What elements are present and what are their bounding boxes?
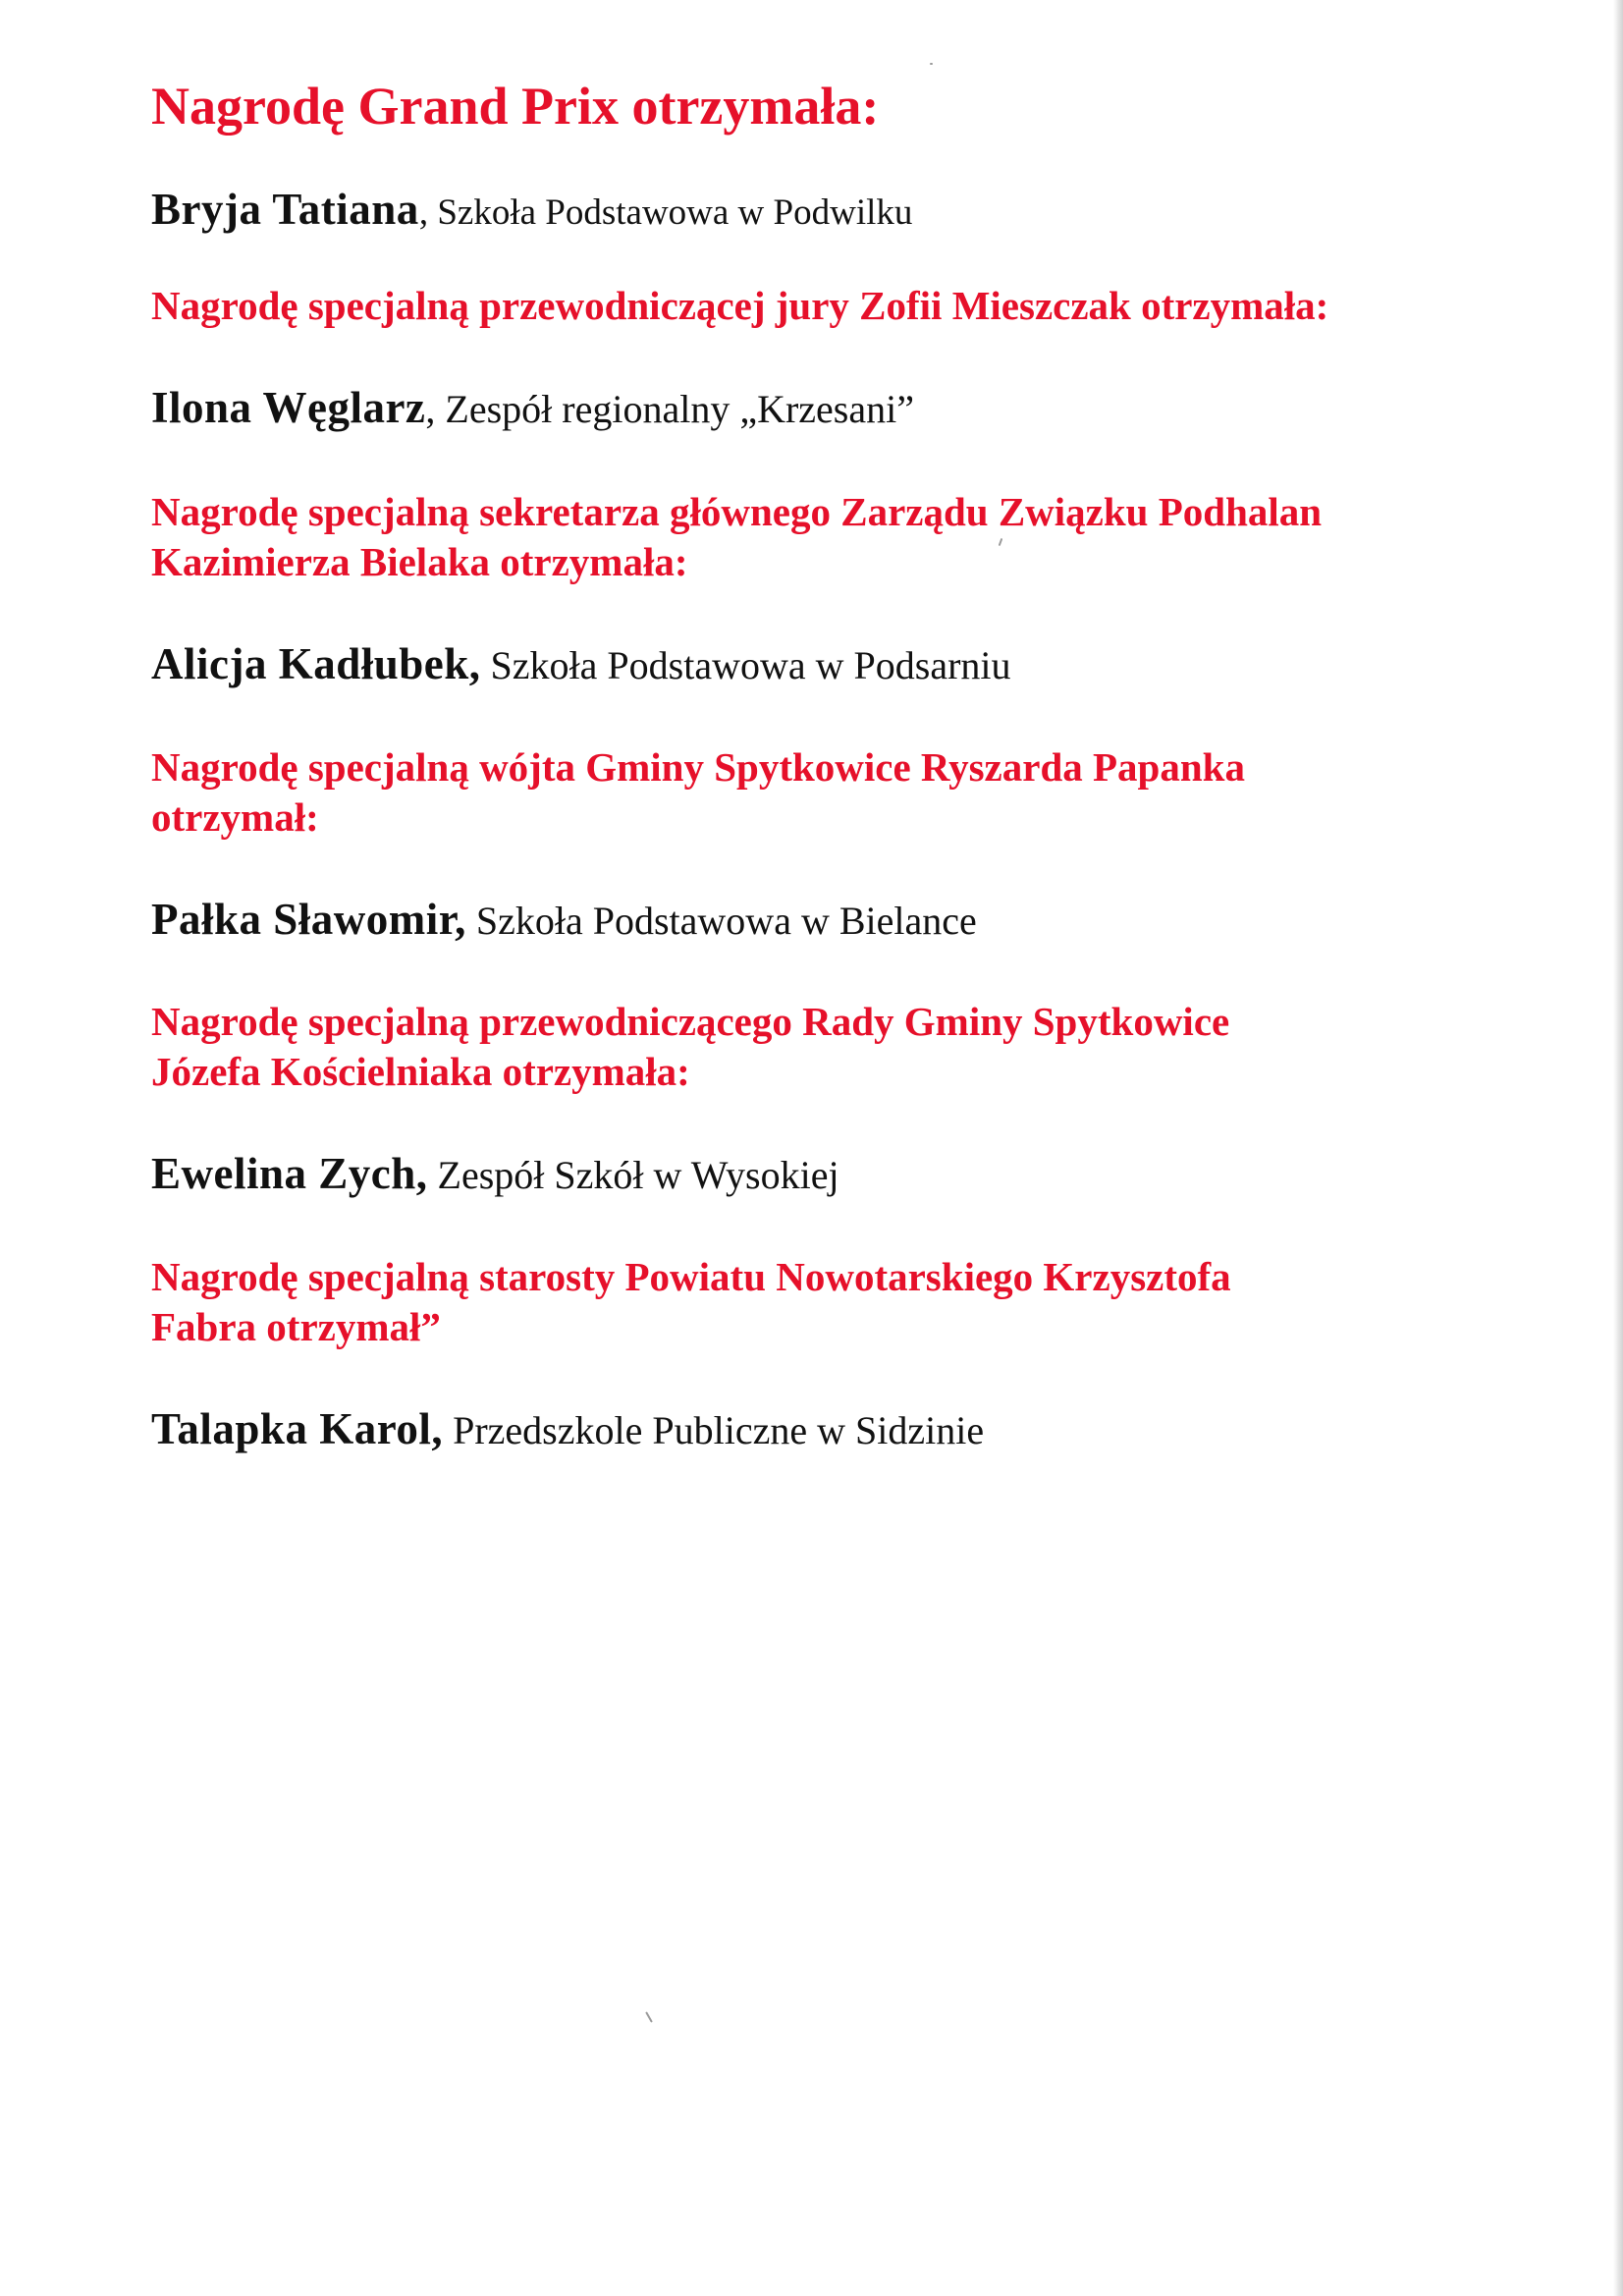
award-heading-text: Nagrodę specjalną przewodniczącej jury Zofii Mieszczak otrzymała: <box>151 283 1329 328</box>
award-winner-starost <box>151 1404 1477 1455</box>
grand-prix-winner <box>151 185 1477 238</box>
winner-name: Ilona Węglarz <box>151 383 426 432</box>
award-winner-jury <box>151 383 1477 434</box>
scan-edge-shadow <box>1613 0 1623 2296</box>
award-heading-line-2: Józefa Kościelniaka otrzymała: <box>151 1049 690 1094</box>
scan-speck <box>645 2011 653 2022</box>
award-heading-line-2: otrzymał: <box>151 794 319 840</box>
award-heading-starost <box>151 1252 1477 1352</box>
award-heading-line-1: Nagrodę specjalną wójta Gminy Spytkowice Ryszarda Papanka <box>151 744 1245 790</box>
award-heading-line-1: Nagrodę specjalną przewodniczącego Rady Gminy Spytkowice <box>151 999 1230 1044</box>
grand-prix-heading-text: Nagrodę Grand Prix otrzymała: <box>151 77 880 136</box>
scan-speck <box>930 63 933 65</box>
award-winner-council <box>151 1149 1477 1200</box>
winner-name: Bryja Tatiana <box>151 185 419 234</box>
award-heading-mayor <box>151 742 1477 843</box>
award-heading-line-2: Kazimierza Bielaka otrzymała: <box>151 539 688 584</box>
award-heading-line-1: Nagrodę specjalną starosty Powiatu Nowotarskiego Krzysztofa <box>151 1254 1231 1299</box>
award-winner-mayor <box>151 895 1477 946</box>
winner-name: Ewelina Zych, <box>151 1149 428 1198</box>
winner-name: Alicja Kadłubek, <box>151 639 481 688</box>
grand-prix-heading <box>151 77 1477 136</box>
award-heading-jury <box>151 281 1477 331</box>
winner-school: , Zespół regionalny „Krzesani” <box>425 387 914 431</box>
winner-school: Szkoła Podstawowa w Podsarniu <box>480 643 1011 687</box>
award-winner-secretary <box>151 639 1477 690</box>
winner-school: , Szkoła Podstawowa w Podwilku <box>418 192 913 233</box>
award-heading-secretary <box>151 487 1477 587</box>
winner-name: Pałka Sławomir, <box>151 895 466 944</box>
winner-school: Szkoła Podstawowa w Bielance <box>465 899 977 943</box>
winner-school: Przedszkole Publiczne w Sidzinie <box>443 1408 985 1452</box>
award-heading-line-2: Fabra otrzymał” <box>151 1304 441 1349</box>
award-heading-line-1: Nagrodę specjalną sekretarza głównego Zarządu Związku Podhalan <box>151 489 1323 534</box>
winner-name: Talapka Karol, <box>151 1404 444 1453</box>
award-heading-council <box>151 997 1477 1097</box>
winner-school: Zespół Szkół w Wysokiej <box>427 1153 839 1197</box>
